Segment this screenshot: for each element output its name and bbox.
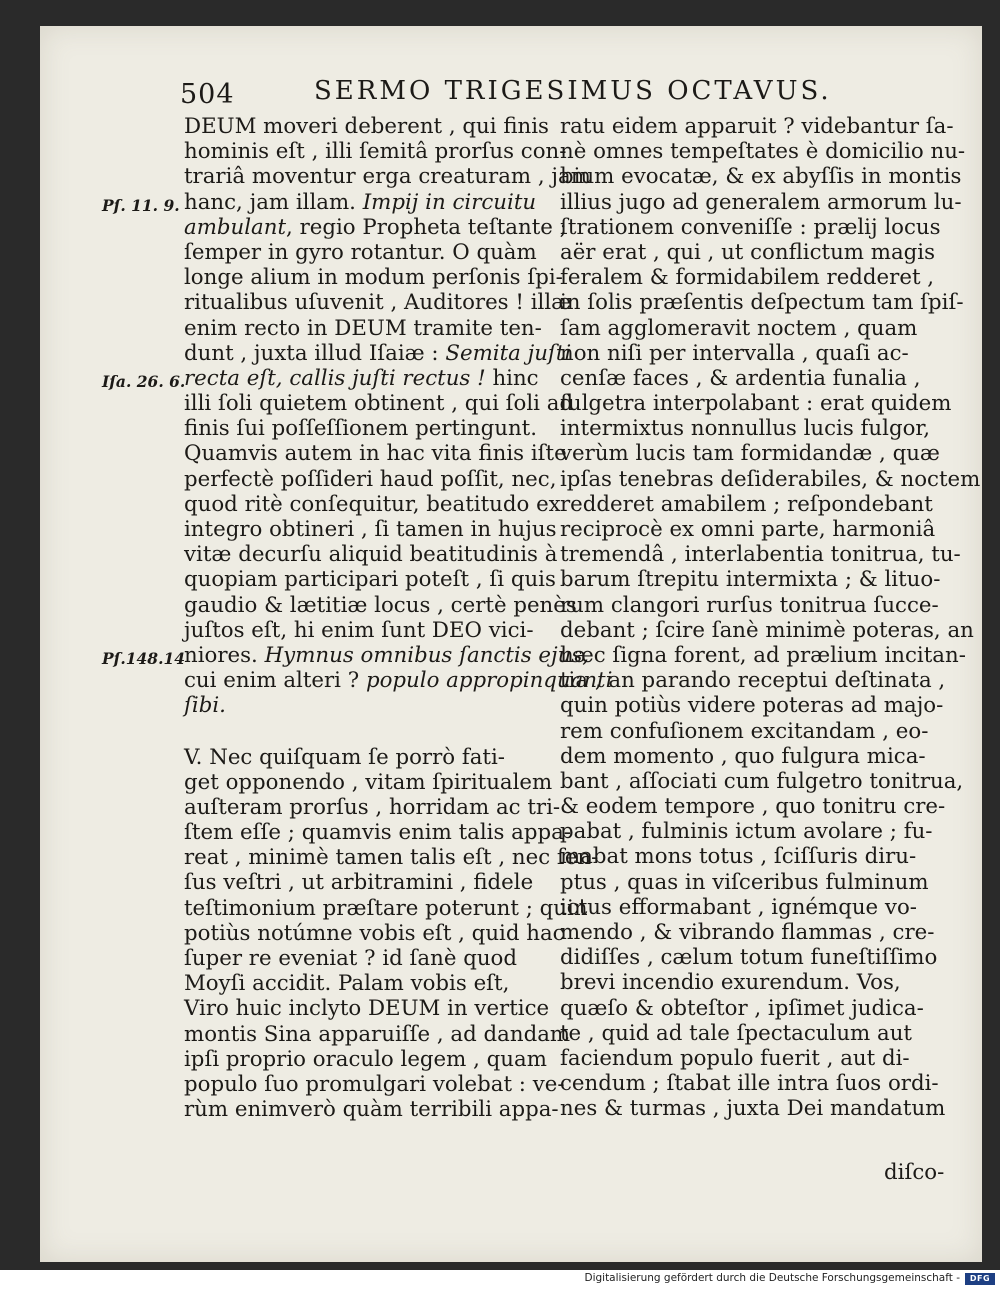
text-line: ritualibus uſuvenit , Auditores ! illæ [184, 290, 572, 316]
marginal-note: Pſ.148.14 [102, 649, 186, 669]
text-line [184, 668, 613, 694]
text-line: pabat , fulminis ictum avolare ; fu- [560, 819, 933, 845]
text-line: rùm enimverò quàm terribili appa- [184, 1097, 559, 1123]
text-line [184, 340, 572, 366]
text-line: bium evocatæ, & ex abyſſis in montis [560, 164, 962, 190]
text-line: verùm lucis tam formidandæ , quæ [560, 441, 940, 467]
paragraph-gap [184, 719, 534, 745]
text-line: in ſolis præſentis deſpectum tam ſpiſ- [560, 290, 964, 316]
text-line: brevi incendio exurendum. Vos, [560, 970, 901, 996]
text-line: reciprocè ex omni parte, harmoniâ [560, 517, 936, 542]
text-line: perfectè poſſideri haud poſſit, nec, [184, 466, 557, 492]
text-line: ſtrationem conveniſſe : prælij locus [560, 214, 941, 240]
text-segment: dunt , juxta illud Iſaiæ : [184, 340, 446, 366]
text-line: ictus efformabant , ignémque vo- [560, 894, 917, 920]
text-line: non niſi per intervalla , quaſi ac- [560, 340, 909, 366]
right-text-column [560, 114, 981, 1122]
italic-text: ſibi. [184, 693, 226, 719]
book-page [40, 26, 982, 1262]
text-line: dem momento , quo fulgura mica- [560, 743, 926, 769]
text-line: finis ſui poſſeſſionem pertingunt. [184, 416, 538, 442]
text-line: gaudio & lætitiæ locus , certè penès [184, 592, 577, 618]
italic-text: populo appropinquanti [365, 668, 613, 694]
text-line: illi ſoli quietem obtinent , qui ſoli ad [184, 391, 574, 417]
text-line: redderet amabilem ; reſpondebant [560, 491, 933, 517]
text-line: tia , an parando receptui deſtinata , [560, 668, 946, 694]
page-number: 504 [180, 79, 235, 110]
text-line: rum clangori rurſus tonitrua ſucce- [560, 592, 939, 618]
text-segment: niores. [184, 642, 265, 668]
text-line: faciendum populo fuerit , aut di- [560, 1045, 910, 1071]
text-line: quod ritè conſequitur, beatitudo ex [184, 491, 561, 517]
text-line: nes & turmas , juxta Dei mandatum [560, 1096, 946, 1122]
text-segment: hinc [485, 365, 539, 391]
text-line: illius jugo ad generalem armorum lu- [560, 189, 962, 215]
text-line: enim recto in DEUM tramite ten- [184, 315, 542, 341]
text-line: vitæ decurſu aliquid beatitudinis à [184, 542, 558, 568]
italic-text: Hymnus omnibus ſanctis ejus, [264, 642, 590, 668]
text-line: cendum ; ſtabat ille intra ſuos ordi- [560, 1071, 939, 1097]
text-line [184, 693, 534, 718]
text-line: debant ; ſcire ſanè minimè poteras, an [560, 617, 974, 643]
text-line: Quamvis autem in hac vita finis iſte [184, 441, 567, 467]
text-line: ſtem eſſe ; quamvis enim talis appa- [184, 820, 572, 846]
text-segment: cui enim alteri ? [184, 668, 366, 694]
text-segment: hanc, jam illam. [184, 189, 363, 215]
text-line [184, 642, 590, 668]
italic-text: Impij in circuitu [362, 189, 537, 215]
text-line: nè omnes tempeſtates è domicilio nu- [560, 139, 966, 165]
text-line: auſteram prorſus , horridam ac tri- [184, 794, 561, 820]
text-line: intermixtus nonnullus lucis fulgor, [560, 416, 931, 442]
text-line: cenſæ faces , & ardentia funalia , [560, 365, 921, 391]
italic-text: Semita juſti [445, 340, 572, 366]
marginal-note: Iſa. 26. 6. [102, 372, 186, 391]
text-line: montis Sina apparuiſſe , ad dandam [184, 1021, 571, 1047]
text-line: aër erat , qui , ut conflictum magis [560, 239, 936, 265]
text-line: longe alium in modum perſonis ſpi- [184, 265, 563, 291]
running-head-title: SERMO TRIGESIMUS OCTAVUS. [314, 76, 832, 106]
text-segment: , regio Propheta teſtante ; [286, 214, 567, 240]
text-line: potiùs notúmne vobis eſt , quid hac [184, 920, 565, 946]
text-line: DEUM moveri deberent , qui finis [184, 114, 549, 139]
text-line: bant , aſſociati cum fulgetro tonitrua, [560, 768, 964, 794]
text-line: V. Nec quiſquam ſe porrò fati- [184, 744, 505, 770]
catchword: diſco- [884, 1160, 945, 1185]
dfg-logo: DFG [965, 1273, 995, 1285]
text-line [184, 189, 537, 215]
text-line: te , quid ad tale ſpectaculum aut [560, 1020, 912, 1046]
text-line: hominis eſt , illi ſemitâ prorſus con- [184, 139, 567, 165]
footer-credit: Digitalisierung gefördert durch die Deutsche Forschungsgemeinschaft - [584, 1272, 960, 1284]
marginal-note: Pſ. 11. 9. [102, 195, 180, 215]
text-line: ſemper in gyro rotantur. O quàm [184, 239, 537, 265]
text-line: mendo , & vibrando flammas , cre- [560, 920, 935, 945]
text-line: mabat mons totus , ſciſſuris diru- [560, 844, 917, 870]
text-line: Viro huic inclyto DEUM in vertice [184, 996, 550, 1022]
text-line: ipſi proprio oraculo legem , quam [184, 1046, 547, 1072]
text-line: teſtimonium præſtare poterunt ; quin [184, 895, 588, 921]
text-line: ptus , quas in viſceribus fulminum [560, 869, 929, 895]
text-line: reat , minimè tamen talis eſt , nec ſen- [184, 845, 599, 871]
text-line: & eodem tempore , quo tonitru cre- [560, 794, 946, 820]
text-line: hæc ſigna forent, ad prælium incitan- [560, 642, 966, 668]
text-line: didiſſes , cælum totum funeſtiſſimo [560, 945, 938, 971]
italic-text: recta eſt, callis juſti rectus ! [184, 365, 486, 391]
text-line: ipſas tenebras deſiderabiles, & noctem [560, 466, 981, 492]
text-line: ſam agglomeravit noctem , quam [560, 315, 918, 341]
text-line: tremendâ , interlabentia tonitrua, tu- [560, 542, 961, 568]
text-line: quæſo & obteſtor , ipſimet judica- [560, 995, 924, 1021]
text-line: populo ſuo promulgari volebat : ve- [184, 1071, 565, 1097]
text-line [184, 365, 539, 391]
text-line: quopiam participari poteſt , ſi quis [184, 567, 556, 593]
left-text-column [184, 114, 613, 1123]
text-line: ratu eidem apparuit ? videbantur ſa- [560, 114, 954, 139]
text-line: quin potiùs videre poteras ad majo- [560, 693, 944, 719]
text-line: Moyſi accidit. Palam vobis eſt, [184, 971, 510, 997]
text-line: barum ſtrepitu intermixta ; & lituo- [560, 567, 941, 593]
text-line: get opponendo , vitam ſpiritualem [184, 769, 553, 795]
text-line: juſtos eſt, hi enim ſunt DEO vici- [184, 617, 534, 643]
text-line [184, 214, 567, 240]
text-line: fulgetra interpolabant : erat quidem [560, 391, 952, 417]
digitization-footer [0, 1270, 1000, 1289]
italic-text: ambulant [184, 214, 287, 240]
text-line: ſus veſtri , ut arbitramini , fidele [184, 870, 534, 896]
text-line: integro obtineri , ſi tamen in hujus [184, 517, 557, 542]
text-line: feralem & formidabilem redderet , [560, 265, 935, 291]
text-line: ſuper re eveniat ? id ſanè quod [184, 946, 518, 971]
text-line: trariâ moventur erga creaturam , jam [184, 164, 591, 190]
text-line: rem confuſionem excitandam , eo- [560, 718, 929, 744]
